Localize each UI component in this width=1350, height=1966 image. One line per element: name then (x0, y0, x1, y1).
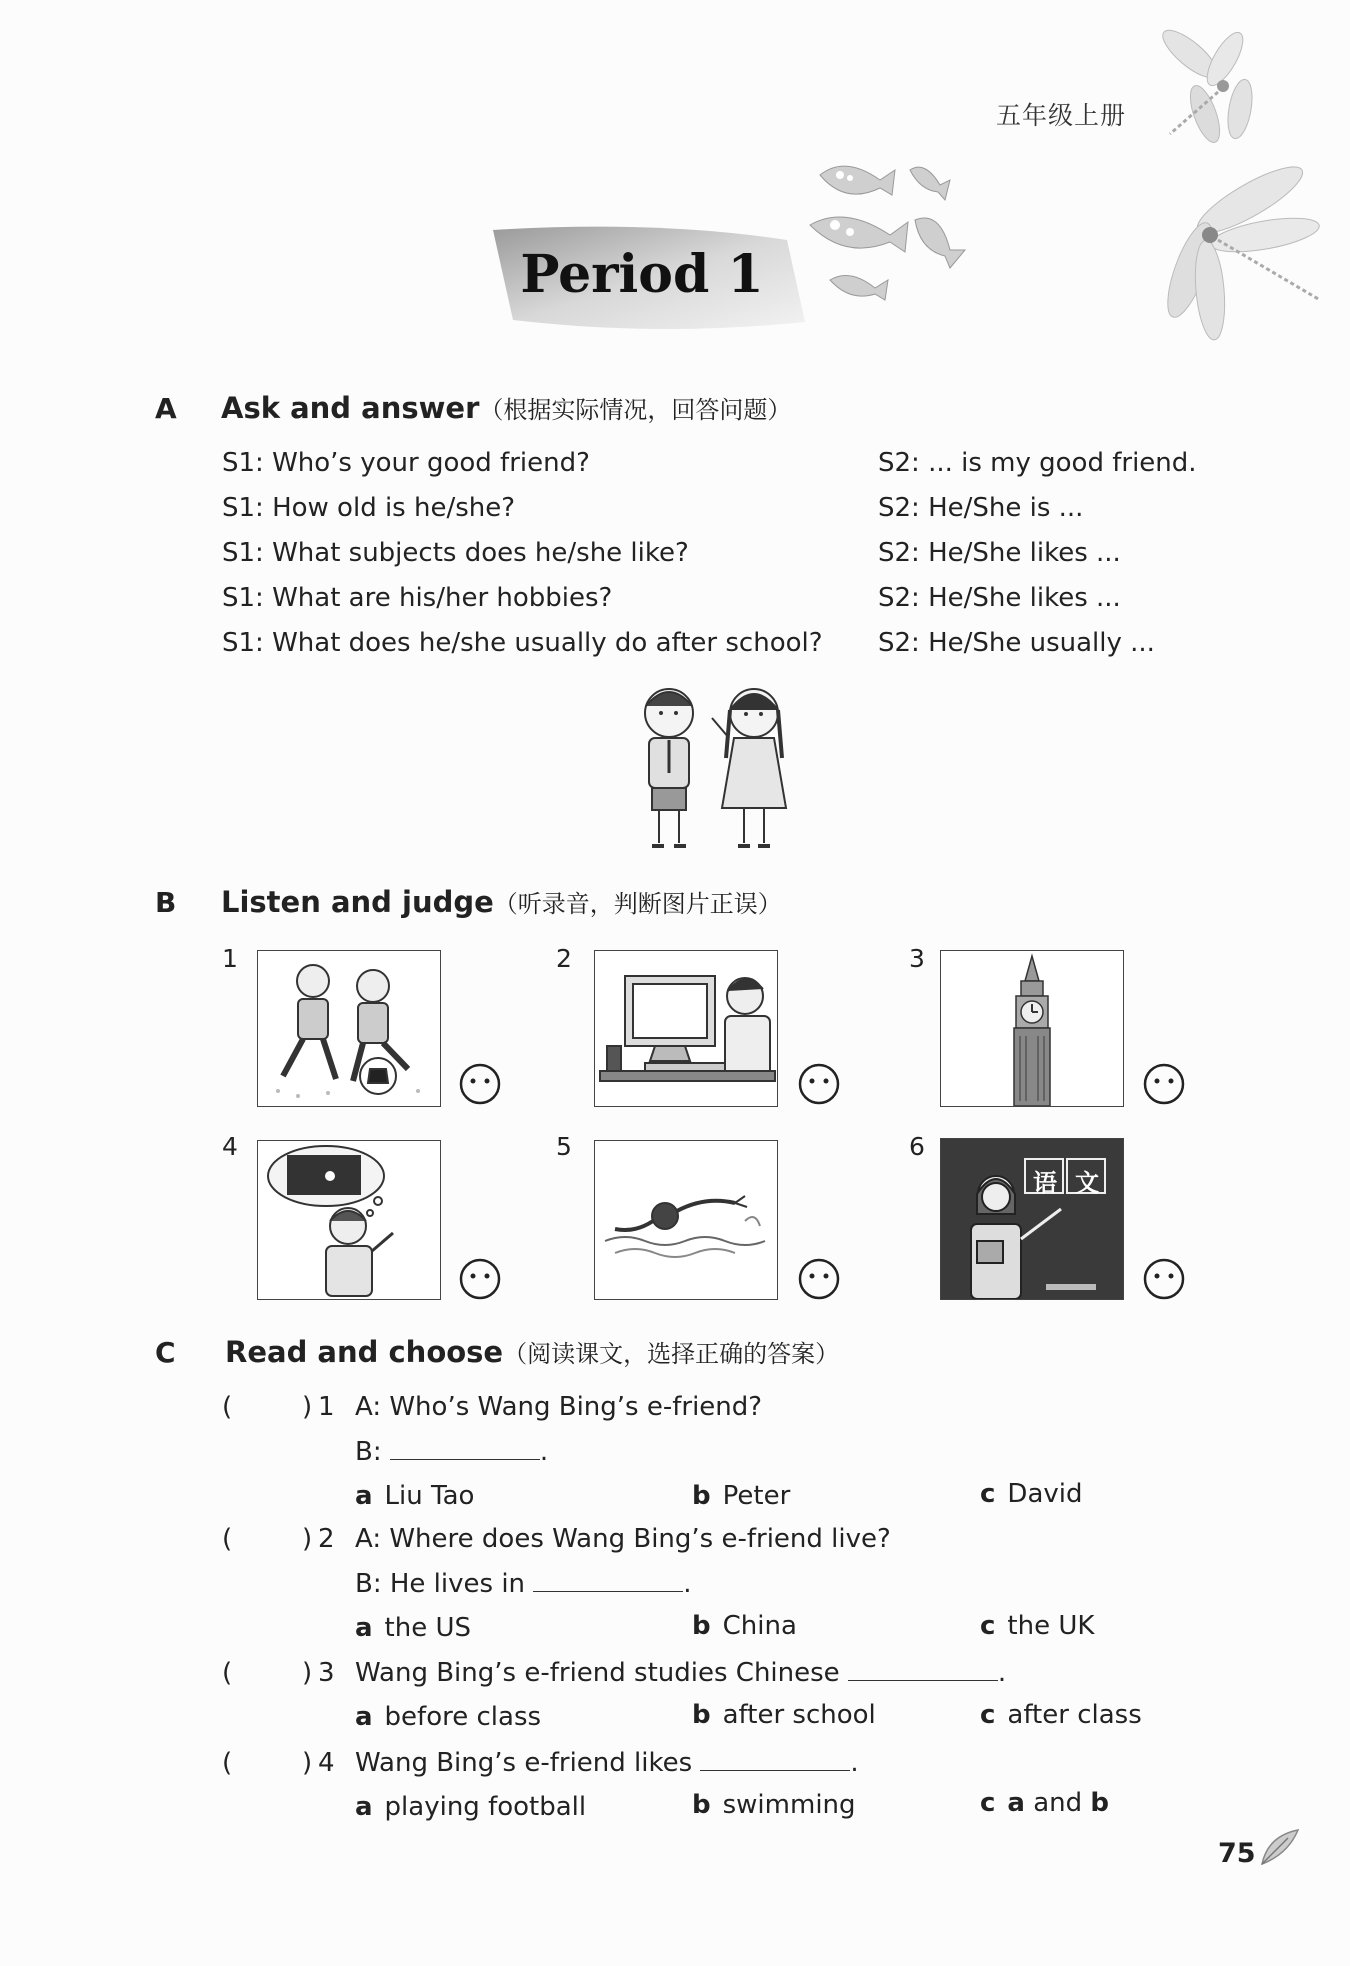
qa-row (222, 493, 1202, 538)
option-letter: b (692, 1481, 711, 1511)
dragonfly-decoration-top-icon (1130, 14, 1280, 164)
option-c[interactable] (980, 1700, 1142, 1730)
option-letter: a (355, 1702, 373, 1732)
answer-text: S2: He/She usually ... (878, 628, 1155, 658)
question-text: S1: How old is he/she? (222, 493, 516, 523)
option-text: the UK (1007, 1611, 1095, 1641)
option-c[interactable] (980, 1611, 1094, 1641)
qa-list (222, 448, 1202, 673)
two-children-illustration (624, 678, 804, 856)
answer-blank[interactable] (533, 1569, 683, 1592)
option-text: David (1007, 1479, 1083, 1509)
option-a[interactable] (355, 1702, 541, 1732)
question-1-line-2 (355, 1437, 548, 1467)
answer-text: S2: He/She is ... (878, 493, 1084, 523)
question-2-line-1: A: Where does Wang Bing’s e-friend live? (355, 1524, 891, 1554)
question-3-line-1 (355, 1658, 1006, 1688)
fish-decoration-icon (800, 150, 980, 325)
question-1-line-1: A: Who’s Wang Bing’s e-friend? (355, 1392, 763, 1422)
answer-paren-open: ( (222, 1392, 233, 1422)
section-b-instruction: （听录音，判断图片正误） (493, 890, 782, 918)
section-b-title: Listen and judge (221, 885, 494, 919)
option-text: the US (384, 1613, 472, 1643)
board-char-1: 语 (1033, 1169, 1057, 1197)
smiley-face-icon[interactable] (459, 1258, 501, 1300)
option-text: after class (1007, 1700, 1142, 1730)
judge-number: 1 (222, 944, 238, 973)
option-letter: c (980, 1700, 996, 1730)
option-text: before class (384, 1702, 542, 1732)
option-text: Peter (722, 1481, 791, 1511)
grade-label: 五年级上册 (996, 101, 1127, 130)
judge-number: 6 (909, 1132, 925, 1161)
option-b[interactable] (692, 1611, 797, 1641)
big-ben-icon (941, 951, 1123, 1106)
option-text: China (722, 1611, 797, 1641)
section-b-heading (155, 884, 782, 919)
answer-paren-open: ( (222, 1524, 233, 1554)
section-c-heading (155, 1334, 839, 1369)
question-2-suffix: . (683, 1569, 692, 1599)
answer-paren-close: ) (302, 1658, 313, 1688)
question-number: 3 (318, 1658, 335, 1688)
option-letter: c (980, 1611, 996, 1641)
qa-row (222, 538, 1202, 583)
question-number: 2 (318, 1524, 335, 1554)
section-b-letter: B (155, 886, 177, 919)
board-char-2: 文 (1075, 1169, 1099, 1197)
option-text (1007, 1788, 1109, 1818)
question-4-suffix: . (850, 1748, 859, 1778)
question-4-line-1 (355, 1748, 859, 1778)
option-b[interactable] (692, 1700, 876, 1730)
section-a-letter: A (155, 392, 177, 425)
section-c-instruction: （阅读课文，选择正确的答案） (503, 1340, 840, 1368)
option-letter: c (980, 1788, 996, 1818)
section-a-heading (155, 390, 791, 425)
smiley-face-icon[interactable] (798, 1063, 840, 1105)
question-2-prefix: B: He lives in (355, 1569, 534, 1599)
option-text: Liu Tao (384, 1481, 475, 1511)
option-letter: c (980, 1479, 996, 1509)
judge-number: 3 (909, 944, 925, 973)
boys-playing-football-icon (258, 951, 440, 1106)
page-number: 75 (1218, 1838, 1256, 1869)
option-text: swimming (722, 1790, 856, 1820)
option-text: playing football (384, 1792, 587, 1822)
qa-row (222, 583, 1202, 628)
section-c-letter: C (155, 1336, 176, 1369)
swimmer-icon (595, 1141, 777, 1299)
question-number: 1 (318, 1392, 335, 1422)
question-text: S1: What does he/she usually do after school? (222, 628, 823, 658)
option-a[interactable] (355, 1792, 586, 1822)
question-2-line-2 (355, 1569, 692, 1599)
question-1-suffix: . (539, 1437, 549, 1467)
option-c[interactable] (980, 1479, 1083, 1509)
section-a-instruction: （根据实际情况，回答问题） (479, 396, 792, 424)
answer-paren-close: ) (302, 1748, 313, 1778)
option-b[interactable] (692, 1481, 790, 1511)
question-1-prefix: B: (355, 1437, 390, 1467)
question-text: S1: What are his/her hobbies? (222, 583, 613, 613)
dragonfly-decoration-bottom-icon (1130, 150, 1330, 360)
qa-row (222, 448, 1202, 493)
answer-paren-open: ( (222, 1748, 233, 1778)
option-letter: b (692, 1611, 711, 1641)
option-letter: a (355, 1481, 373, 1511)
answer-text: S2: ... is my good friend. (878, 448, 1197, 478)
boy-at-computer-icon (595, 951, 777, 1106)
option-letter: b (692, 1700, 711, 1730)
answer-paren-close: ) (302, 1392, 313, 1422)
section-a-title: Ask and answer (221, 391, 480, 425)
option-conjunction: and (1033, 1788, 1083, 1818)
judge-picture-6 (940, 1138, 1124, 1300)
judge-number: 2 (556, 944, 572, 973)
option-letter: a (355, 1613, 373, 1643)
option-text: after school (722, 1700, 876, 1730)
option-b[interactable] (692, 1790, 856, 1820)
question-text: S1: What subjects does he/she like? (222, 538, 689, 568)
judge-picture-2 (594, 950, 778, 1107)
answer-blank[interactable] (390, 1437, 540, 1460)
option-letter: b (692, 1790, 711, 1820)
period-title: Period 1 (520, 244, 764, 305)
answer-paren-close: ) (302, 1524, 313, 1554)
question-3-prefix: Wang Bing’s e-friend studies Chinese (355, 1658, 848, 1688)
question-4-prefix: Wang Bing’s e-friend likes (355, 1748, 701, 1778)
answer-paren-open: ( (222, 1658, 233, 1688)
section-c-title: Read and choose (225, 1335, 504, 1369)
option-a[interactable] (355, 1481, 474, 1511)
option-letter: a (355, 1792, 373, 1822)
boy-thinking-icon (258, 1141, 440, 1299)
qa-row (222, 628, 1202, 673)
smiley-face-icon[interactable] (459, 1063, 501, 1105)
option-letter-ref: b (1090, 1788, 1110, 1818)
judge-picture-5 (594, 1140, 778, 1300)
period-banner (487, 222, 827, 334)
smiley-face-icon[interactable] (798, 1258, 840, 1300)
option-c[interactable] (980, 1788, 1109, 1818)
option-letter-ref: a (1007, 1788, 1025, 1818)
answer-blank[interactable] (848, 1658, 998, 1681)
option-a[interactable] (355, 1613, 471, 1643)
question-3-suffix: . (997, 1658, 1007, 1688)
answer-text: S2: He/She likes ... (878, 538, 1121, 568)
judge-number: 5 (556, 1132, 572, 1161)
smiley-face-icon[interactable] (1143, 1063, 1185, 1105)
judge-picture-4 (257, 1140, 441, 1300)
judge-number: 4 (222, 1132, 238, 1161)
judge-picture-1 (257, 950, 441, 1107)
smiley-face-icon[interactable] (1143, 1258, 1185, 1300)
feather-icon (1258, 1826, 1300, 1868)
answer-blank[interactable] (700, 1748, 850, 1771)
question-text: S1: Who’s your good friend? (222, 448, 590, 478)
judge-picture-3 (940, 950, 1124, 1107)
answer-text: S2: He/She likes ... (878, 583, 1121, 613)
question-number: 4 (318, 1748, 335, 1778)
